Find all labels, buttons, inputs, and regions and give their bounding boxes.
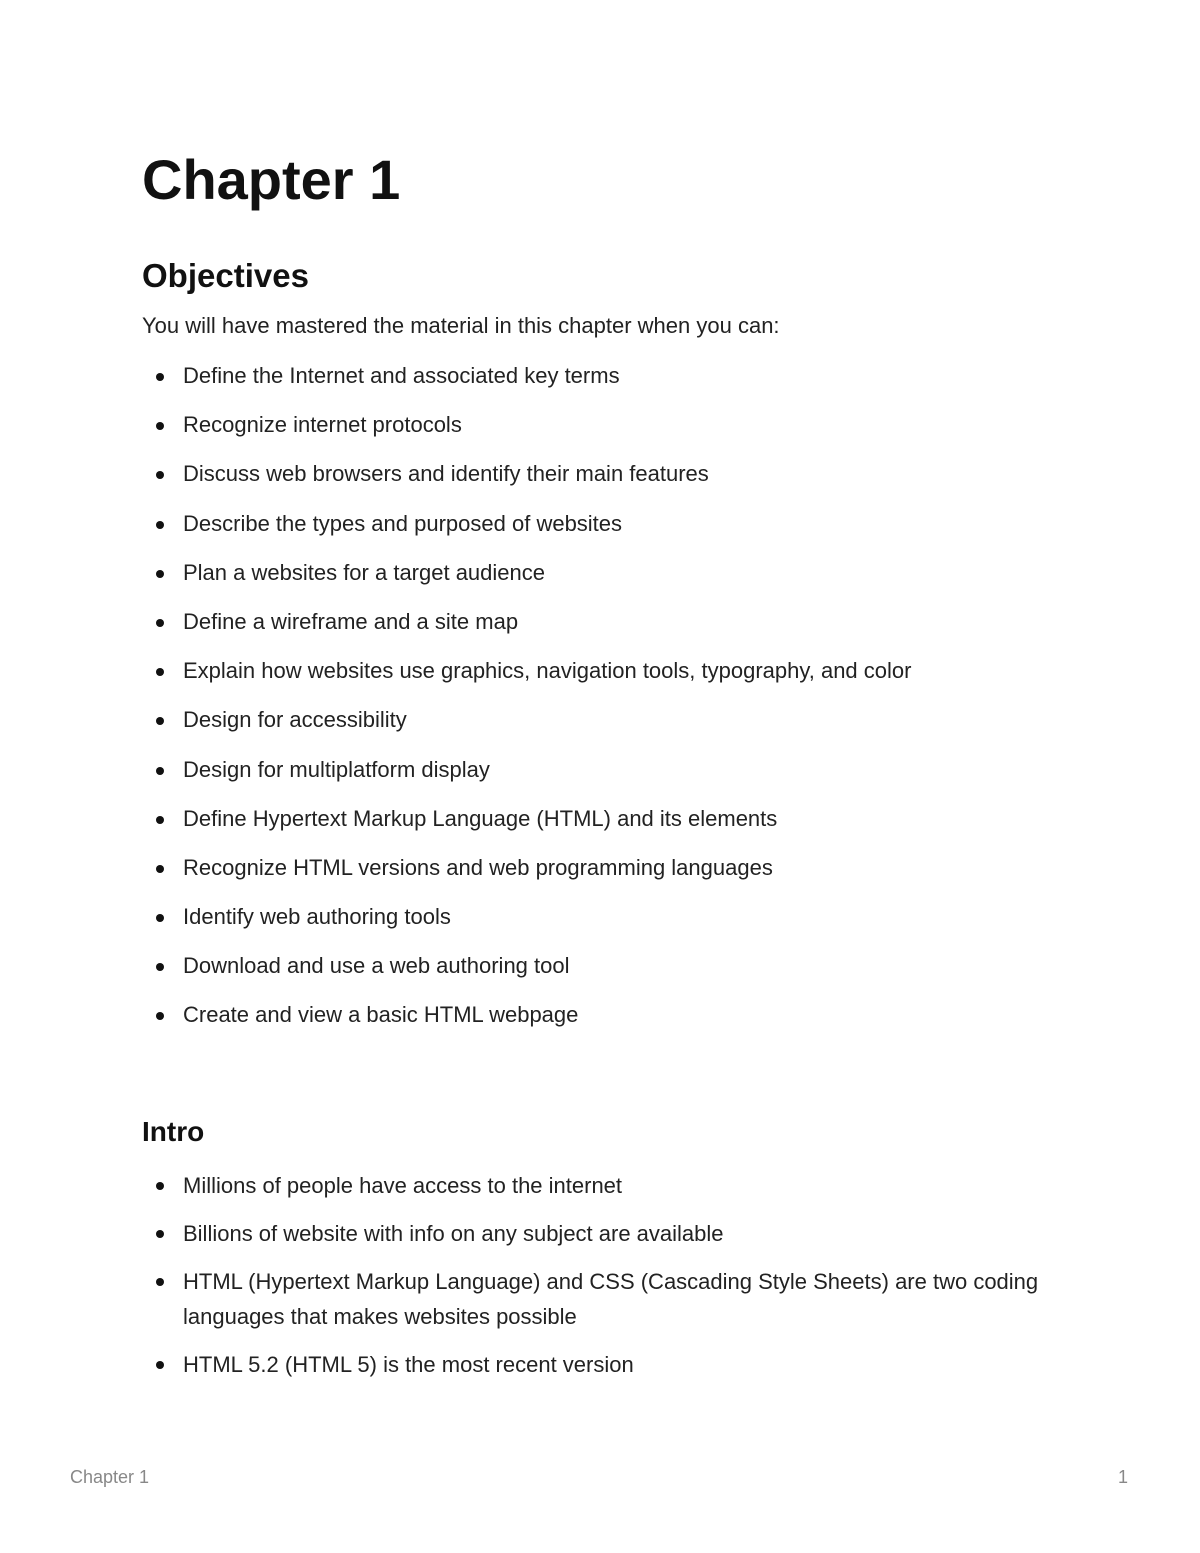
list-item bbox=[142, 903, 1062, 931]
bullet-icon bbox=[156, 717, 164, 725]
list-item bbox=[142, 1264, 1062, 1334]
list-item-text: Billions of website with info on any subject are available bbox=[183, 1221, 724, 1246]
bullet-icon bbox=[156, 1278, 164, 1286]
objectives-intro: You will have mastered the material in this chapter when you can: bbox=[142, 313, 780, 338]
bullet-icon bbox=[156, 1361, 164, 1369]
bullet-icon bbox=[156, 521, 164, 529]
bullet-icon bbox=[156, 422, 164, 430]
list-item-text: Identify web authoring tools bbox=[183, 904, 451, 930]
bullet-icon bbox=[156, 1012, 164, 1020]
list-item-text: HTML (Hypertext Markup Language) and CSS (Cascading Style Sheets) are two coding languages that makes websites possible bbox=[183, 1269, 1039, 1329]
page-title: Chapter 1 bbox=[142, 148, 401, 211]
bullet-icon bbox=[156, 914, 164, 922]
list-item-text: Define the Internet and associated key terms bbox=[183, 363, 620, 388]
list-item bbox=[142, 952, 1062, 980]
list-item-text: Recognize internet protocols bbox=[183, 412, 462, 438]
list-item bbox=[142, 510, 1062, 538]
bullet-icon bbox=[156, 1230, 164, 1238]
list-item-text: Recognize HTML versions and web programming languages bbox=[183, 854, 773, 880]
bullet-icon bbox=[156, 570, 164, 578]
intro-list bbox=[142, 1168, 1062, 1395]
list-item-text: Plan a websites for a target audience bbox=[183, 559, 546, 585]
list-item-text: Design for accessibility bbox=[183, 707, 407, 733]
footer-page-number: 1 bbox=[1117, 1467, 1128, 1487]
list-item bbox=[142, 854, 1062, 882]
bullet-icon bbox=[156, 471, 164, 479]
list-item-text: Explain how websites use graphics, navigation tools, typography, and color bbox=[183, 658, 912, 684]
bullet-icon bbox=[156, 373, 164, 381]
list-item bbox=[142, 608, 1062, 636]
list-item bbox=[142, 657, 1062, 685]
bullet-icon bbox=[156, 963, 164, 971]
list-item-text: Millions of people have access to the internet bbox=[183, 1173, 623, 1198]
list-item bbox=[142, 411, 1062, 439]
list-item-text: Discuss web browsers and identify their main features bbox=[183, 461, 709, 487]
objectives-list bbox=[142, 362, 1062, 1051]
list-item-text: Create and view a basic HTML webpage bbox=[183, 1002, 579, 1028]
list-item-text: Download and use a web authoring tool bbox=[183, 953, 570, 979]
bullet-icon bbox=[156, 619, 164, 627]
bullet-icon bbox=[156, 767, 164, 775]
list-item-text: Describe the types and purposed of websites bbox=[183, 510, 623, 536]
objectives-heading: Objectives bbox=[142, 257, 309, 294]
bullet-icon bbox=[156, 668, 164, 676]
list-item-text: Define Hypertext Markup Language (HTML) and its elements bbox=[183, 805, 778, 831]
bullet-icon bbox=[156, 816, 164, 824]
list-item bbox=[142, 1216, 1062, 1251]
list-item bbox=[142, 1347, 1062, 1382]
list-item-text: Define a wireframe and a site map bbox=[183, 608, 519, 634]
bullet-icon bbox=[156, 865, 164, 873]
list-item-text: HTML 5.2 (HTML 5) is the most recent version bbox=[183, 1352, 634, 1377]
list-item bbox=[142, 362, 1062, 390]
list-item bbox=[142, 706, 1062, 734]
list-item bbox=[142, 756, 1062, 784]
list-item bbox=[142, 1168, 1062, 1203]
footer-chapter-label: Chapter 1 bbox=[70, 1467, 150, 1487]
list-item bbox=[142, 559, 1062, 587]
list-item bbox=[142, 805, 1062, 833]
bullet-icon bbox=[156, 1182, 164, 1190]
list-item-text: Design for multiplatform display bbox=[183, 756, 490, 782]
list-item bbox=[142, 460, 1062, 488]
list-item bbox=[142, 1001, 1062, 1029]
intro-heading: Intro bbox=[142, 1116, 205, 1147]
